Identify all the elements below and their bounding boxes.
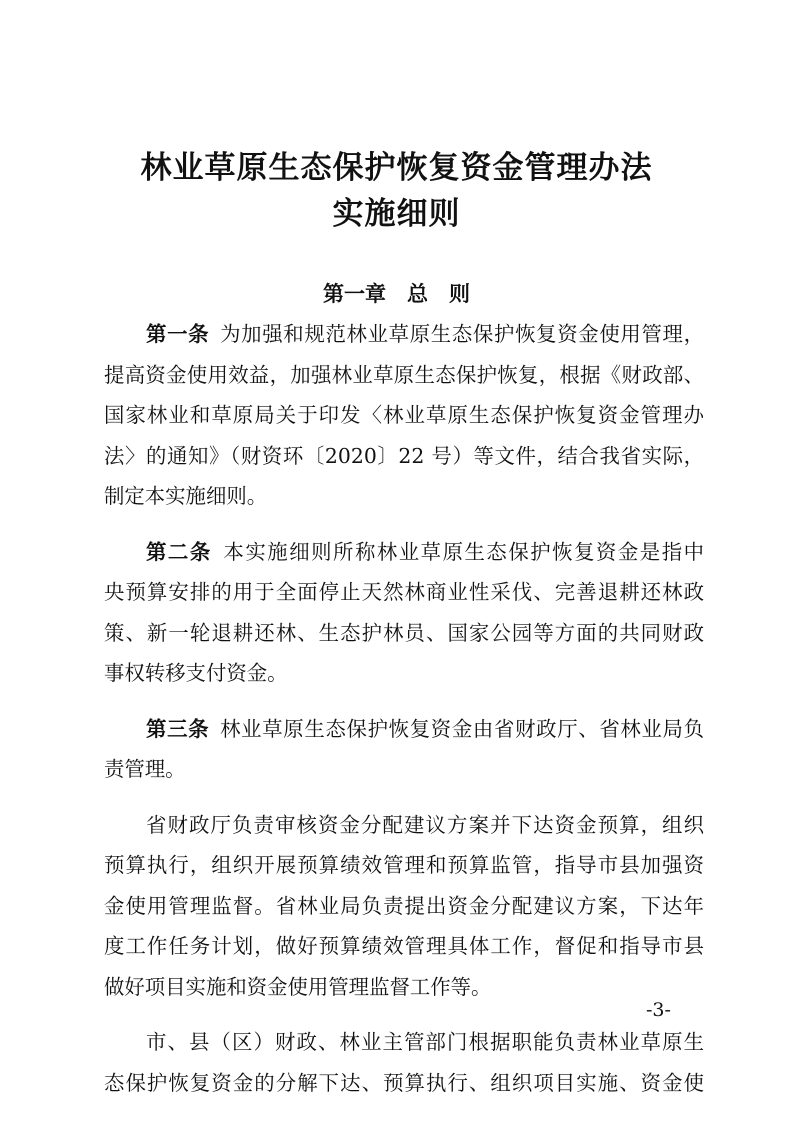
paragraph-2-line-1: 市、县（区）财政、林业主管部门根据职能负责林业草原生 [146, 1030, 704, 1054]
chapter-heading: 第一章 总 则 [323, 282, 470, 306]
document-body [104, 314, 704, 1103]
paragraph-1-line-2: 预算执行，组织开展预算绩效管理和预算监管，指导市县加强资 [104, 853, 704, 877]
article-1-line-1 [104, 314, 704, 355]
article-2-line-1 [104, 532, 704, 573]
article-3 [104, 709, 704, 790]
article-label: 第三条 [146, 716, 210, 741]
article-1-line-4: 法〉的通知》（财资环〔2020〕22 号）等文件，结合我省实际， [104, 443, 704, 468]
paragraph-2 [104, 1022, 704, 1103]
article-1 [104, 314, 704, 517]
article-3-line-1 [104, 709, 704, 750]
document-title-line-1: 林业草原生态保护恢复资金管理办法 [140, 150, 653, 186]
article-2 [104, 532, 704, 694]
article-2-line-3: 策、新一轮退耕还林、生态护林员、国家公园等方面的共同财政 [104, 620, 704, 645]
article-1-line-2: 提高资金使用效益，加强林业草原生态保护恢复，根据《财政部、 [104, 362, 704, 387]
article-1-line-5: 制定本实施细则。 [104, 484, 268, 508]
article-2-line-2: 央预算安排的用于全面停止天然林商业性采伐、完善退耕还林政 [104, 580, 704, 604]
page-number: -3- [646, 999, 671, 1021]
paragraph-1-line-5: 做好项目实施和资金使用管理监督工作等。 [104, 974, 492, 999]
paragraph-1 [104, 805, 704, 1008]
paragraph-1-line-4: 度工作任务计划，做好预算绩效管理具体工作，督促和指导市县 [104, 934, 704, 958]
article-2-line-4: 事权转移支付资金。 [104, 661, 288, 685]
article-label: 第一条 [146, 322, 210, 346]
document-title-line-2: 实施细则 [332, 196, 461, 232]
article-3-line-2: 责管理。 [104, 757, 186, 781]
article-1-line-3: 国家林业和草原局关于印发〈林业草原生态保护恢复资金管理办 [104, 403, 704, 427]
article-text: 本实施细则所称林业草原生态保护恢复资金是指中 [221, 539, 705, 564]
article-text: 林业草原生态保护恢复资金由省财政厅、省林业局负 [219, 716, 705, 741]
paragraph-1-line-1: 省财政厅负责审核资金分配建议方案并下达资金预算，组织 [146, 812, 704, 837]
article-text: 为加强和规范林业草原生态保护恢复资金使用管理， [219, 322, 705, 346]
paragraph-1-line-3: 金使用管理监督。省林业局负责提出资金分配建议方案，下达年 [104, 893, 704, 918]
article-label: 第二条 [146, 539, 212, 564]
paragraph-2-line-2: 态保护恢复资金的分解下达、预算执行、组织项目实施、资金使 [104, 1070, 704, 1095]
